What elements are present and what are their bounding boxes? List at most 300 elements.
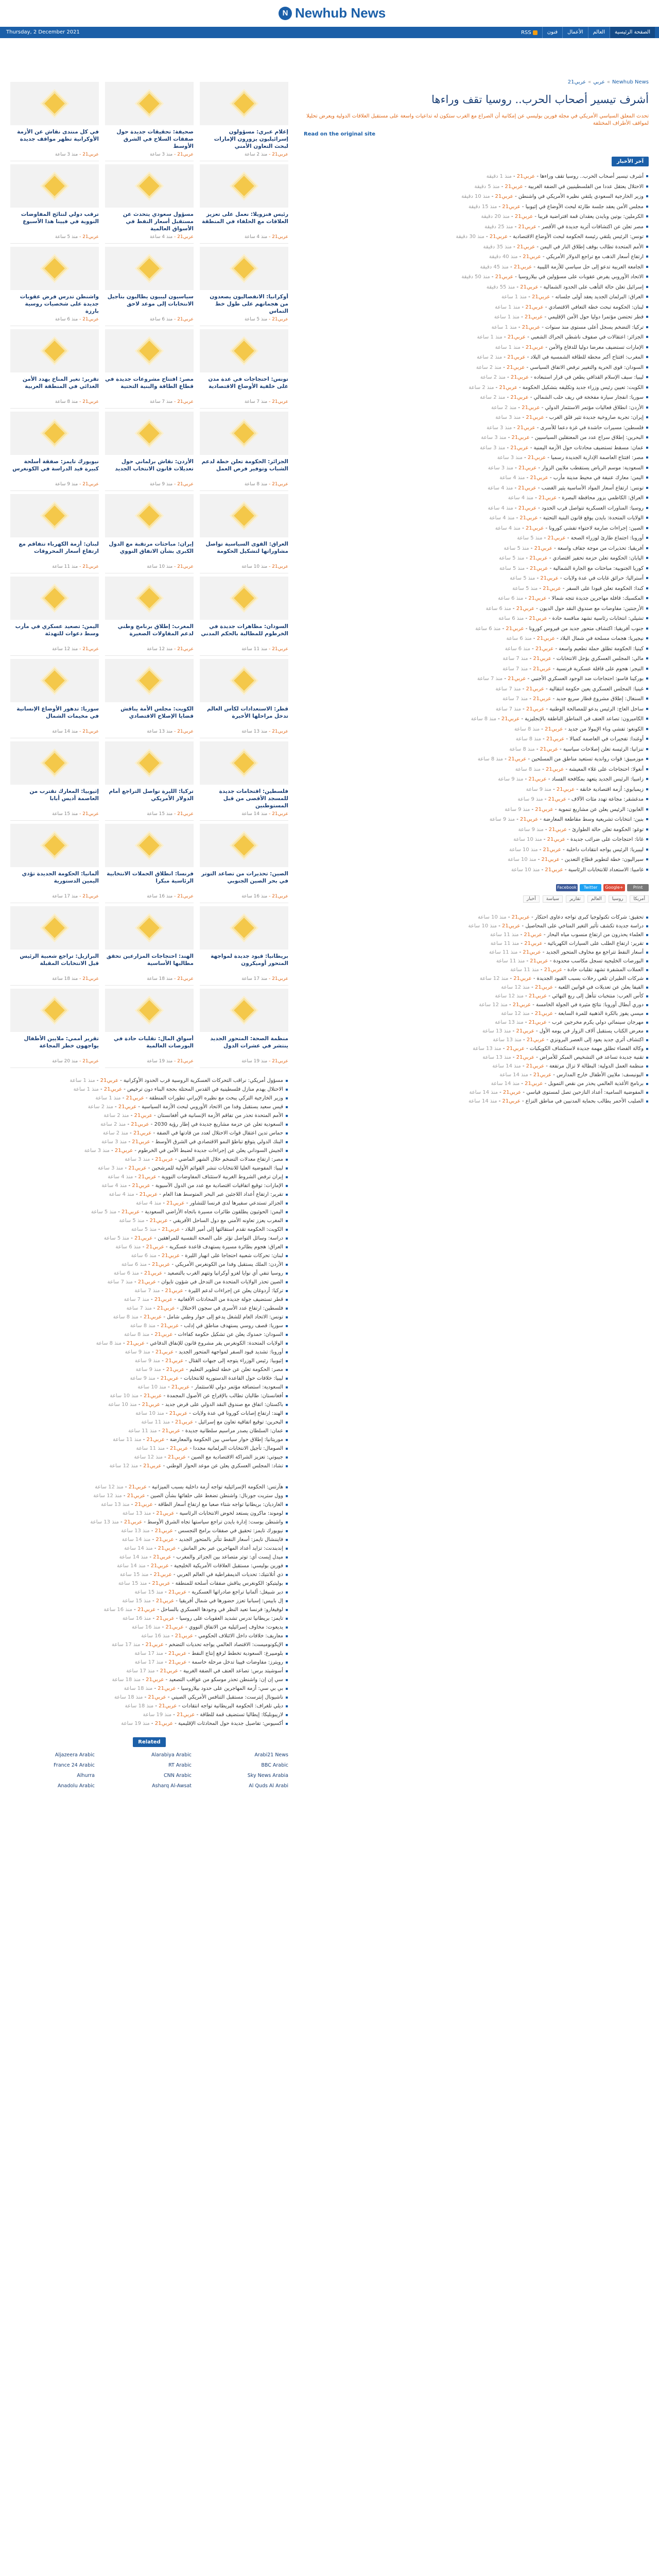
card-title[interactable]: تقرير: تغير المناخ يهدد الأمن الغذائي في المنطقة العربية	[22, 376, 99, 389]
list-item[interactable]: قطر تستضيف جولة جديدة من المحادثات الأفغانية - عربي21 - منذ 7 ساعة	[10, 1295, 288, 1304]
card-source[interactable]: عربي21	[177, 729, 194, 734]
list-item-title[interactable]: الصليب الأحمر يطالب بحماية المدنيين في مناطق النزاع	[525, 1098, 644, 1104]
tag-link[interactable]: أمريكا	[630, 895, 649, 903]
list-item[interactable]: اليابان: الحكومة تعلن حزمة تحفيز اقتصادي - عربي21 - منذ 5 ساعة	[304, 553, 649, 564]
card-title[interactable]: الكويت: مجلس الأمة يناقش قضايا الإصلاح الاقتصادي	[120, 706, 194, 719]
list-item-title[interactable]: سوريا: انفجار سيارة مفخخة في ريف حلب الشمالي	[533, 395, 644, 400]
list-item-source[interactable]: عربي21	[510, 445, 529, 451]
card-thumbnail[interactable]	[105, 164, 194, 208]
list-item-title[interactable]: قطر تحتضن مؤتمرا دوليا حول الأمن الإقليمي	[548, 314, 644, 320]
card-thumbnail[interactable]	[105, 494, 194, 537]
related-source-link[interactable]: Anadolu Arabic	[58, 1783, 95, 1789]
card-title[interactable]: ترقب دولي لنتائج المفاوضات النووية في فيينا هذا الأسبوع	[21, 211, 99, 225]
list-item-title[interactable]: فلسطين: ارتفاع عدد الأسرى في سجون الاحتلال	[180, 1306, 283, 1311]
list-item-source[interactable]: عربي21	[533, 696, 551, 702]
list-item-title[interactable]: توغو: الحكومة تعلن حالة الطوارئ	[572, 826, 644, 833]
list-item-source[interactable]: عربي21	[518, 485, 536, 491]
list-item-source[interactable]: عربي21	[160, 1323, 179, 1329]
card-title[interactable]: رئيس فنزويلا: نعمل على تعزيز العلاقات مع الحلفاء في المنطقة	[202, 211, 288, 225]
card-thumbnail[interactable]	[10, 824, 99, 867]
card-source[interactable]: عربي21	[272, 234, 288, 240]
list-item[interactable]: مدغشقر: مجاعة تهدد مئات الآلاف - عربي21 - منذ 9 ساعة	[304, 794, 649, 805]
card-title[interactable]: تركيا: الليرة تواصل التراجع أمام الدولار الأمريكي	[109, 788, 194, 802]
list-item[interactable]: زيمبابوي: أزمة اقتصادية خانقة - عربي21 - منذ 9 ساعة	[304, 785, 649, 795]
card-thumbnail[interactable]	[10, 989, 99, 1032]
list-item[interactable]: تايمز: بريطانيا تدرس تشديد العقوبات على روسيا - عربي21 - منذ 16 ساعة	[10, 1614, 288, 1623]
list-item-title[interactable]: الإمارات: توقيع اتفاقيات اقتصادية مع عدد من الدول الآسيوية	[155, 1183, 283, 1189]
list-item-title[interactable]: الاحتلال يهدم منازل فلسطينية في القدس المحتلة بحجة البناء دون ترخيص	[127, 1087, 283, 1092]
list-item[interactable]: منظمة العمل الدولية: البطالة لا تزال مرتفعة - عربي21 - منذ 14 ساعة	[304, 1062, 649, 1071]
list-item-source[interactable]: عربي21	[522, 324, 541, 330]
list-item[interactable]: بي بي سي: أزمة المهاجرين على حدود بيلاروسيا - عربي21 - منذ 18 ساعة	[10, 1684, 288, 1693]
list-item[interactable]: كندا: الحكومة تعلن قيودا على السفر - عربي21 - منذ 5 ساعة	[304, 584, 649, 594]
news-card[interactable]	[105, 741, 194, 821]
list-item-source[interactable]: عربي21	[118, 1104, 137, 1110]
news-card[interactable]	[105, 989, 194, 1068]
news-card[interactable]	[200, 906, 288, 986]
list-item-title[interactable]: جنوب أفريقيا: اكتشاف متحور جديد من فيروس كورونا	[529, 625, 644, 632]
list-item-source[interactable]: عربي21	[157, 1306, 176, 1311]
list-item-source[interactable]: عربي21	[530, 565, 548, 571]
latest-news-heading[interactable]: آخر الأخبار	[612, 157, 649, 166]
list-item-title[interactable]: موريتانيا: إطلاق حوار سياسي بين الحكومة والمعارضة	[169, 1437, 283, 1443]
list-item[interactable]: الاتحاد الأوروبي يفرض عقوبات على مسؤولين في بيلاروسيا - عربي21 - منذ 50 دقيقة	[304, 272, 649, 282]
news-card[interactable]	[200, 82, 288, 161]
list-item[interactable]: مصر تعلن عن اكتشافات أثرية جديدة في الأقصر - عربي21 - منذ 25 دقيقة	[304, 222, 649, 232]
news-card[interactable]	[10, 577, 99, 656]
list-item-title[interactable]: إيران: تجربة صاروخية جديدة تثير قلق الغرب	[549, 415, 644, 420]
list-item[interactable]: مهرجان سينمائي دولي يكرم مخرجين عرب - عربي21 - منذ 13 ساعة	[304, 1018, 649, 1027]
list-item-title[interactable]: رويترز: مفاوضات فيينا تدخل مرحلة حاسمة	[192, 1659, 283, 1665]
read-original-link[interactable]	[304, 131, 649, 137]
list-item-source[interactable]: عربي21	[165, 1358, 184, 1364]
list-item-title[interactable]: ناشيونال إنترست: مستقبل التنافس الأمريكي الصيني	[171, 1694, 283, 1700]
list-item[interactable]: إثيوبيا: رئيس الوزراء يتوجه إلى جبهات القتال - عربي21 - منذ 9 ساعة	[10, 1357, 288, 1365]
list-item-source[interactable]: عربي21	[526, 1063, 545, 1069]
card-thumbnail[interactable]	[200, 412, 288, 455]
list-item-title[interactable]: مصر تعلن عن اكتشافات أثرية جديدة في الأقصر	[541, 224, 644, 230]
list-item-source[interactable]: عربي21	[168, 1659, 187, 1665]
list-item[interactable]: العراق: البرلمان الجديد يعقد أولى جلساته - عربي21 - منذ 1 ساعة	[304, 292, 649, 302]
news-card[interactable]	[200, 824, 288, 903]
card-source[interactable]: عربي21	[82, 976, 99, 981]
list-item-title[interactable]: أشرف تيسير أصحاب الحرب.. روسيا تقف وراءها	[540, 174, 644, 179]
list-item-source[interactable]: عربي21	[154, 1721, 174, 1726]
card-thumbnail[interactable]	[200, 989, 288, 1032]
list-item[interactable]: فلسطين: ارتفاع عدد الأسرى في سجون الاحتلال - عربي21 - منذ 7 ساعة	[10, 1304, 288, 1313]
list-item-title[interactable]: مالي: المجلس العسكري يؤجل الانتخابات	[556, 656, 644, 662]
card-source[interactable]: عربي21	[272, 976, 288, 981]
card-thumbnail[interactable]	[200, 577, 288, 620]
card-title[interactable]: اليمن: تصعيد عسكري في مأرب وسط دعوات للتهدئة	[15, 623, 99, 637]
list-item-title[interactable]: الإمارات تستضيف معرضا دوليا للدفاع والأمن	[549, 344, 644, 350]
list-item-source[interactable]: عربي21	[534, 1011, 553, 1016]
news-card[interactable]	[200, 659, 288, 738]
list-item-title[interactable]: الصين تحذر الولايات المتحدة من التدخل في شؤون تايوان	[161, 1279, 283, 1285]
list-item[interactable]: السعودية: موسم الرياض يستقطب ملايين الزوار - عربي21 - منذ 3 ساعة	[304, 463, 649, 473]
list-item-title[interactable]: زيمبابوي: أزمة اقتصادية خانقة	[580, 786, 644, 792]
list-item-source[interactable]: عربي21	[126, 1095, 144, 1101]
list-item[interactable]: المغرب: افتتاح أكبر محطة للطاقة الشمسية في البلاد - عربي21 - منذ 2 ساعة	[304, 352, 649, 363]
list-item-title[interactable]: قطر تستضيف جولة جديدة من المحادثات الأفغانية	[178, 1297, 283, 1302]
list-item-title[interactable]: بوليتيكو: الكونغرس يناقش صفقات أسلحة للمنطقة	[175, 1581, 283, 1586]
list-item-source[interactable]: عربي21	[524, 941, 543, 946]
list-item-title[interactable]: لوموند: ماكرون يستعد لخوض الانتخابات الرئاسية	[179, 1511, 283, 1516]
list-item[interactable]: سوريا: انفجار سيارة مفخخة في ريف حلب الشمالي - عربي21 - منذ 2 ساعة	[304, 393, 649, 403]
list-item-title[interactable]: الأردن: انطلاق فعاليات مؤتمر الاستثمار الدولي	[545, 404, 644, 411]
tag-link[interactable]: سياسة	[543, 895, 563, 903]
list-item-source[interactable]: عربي21	[134, 1113, 152, 1118]
card-title[interactable]: ألمانيا: الحكومة الجديدة تؤدي اليمين الدستورية	[22, 871, 99, 884]
share-google-button[interactable]: Google+	[603, 884, 625, 891]
list-item[interactable]: قطر تحتضن مؤتمرا دوليا حول الأمن الإقليمي - عربي21 - منذ 1 ساعة	[304, 312, 649, 323]
list-item-source[interactable]: عربي21	[146, 1244, 164, 1250]
list-item-source[interactable]: عربي21	[510, 395, 529, 400]
list-item-source[interactable]: عربي21	[527, 455, 546, 461]
card-thumbnail[interactable]	[200, 659, 288, 702]
card-source[interactable]: عربي21	[272, 482, 288, 487]
list-item-source[interactable]: عربي21	[528, 596, 547, 601]
card-source[interactable]: عربي21	[82, 234, 99, 240]
list-item-title[interactable]: كوريا الجنوبية: مباحثات مع الجارة الشمالية	[553, 565, 644, 571]
card-title[interactable]: المغرب: إطلاق برنامج وطني لدعم المقاولات الصغيرة	[117, 623, 194, 637]
list-item-title[interactable]: الجيش السوداني يعلن عن إجراءات جديدة لضبط الأمن في الخرطوم	[138, 1148, 283, 1154]
list-item-title[interactable]: أسوشيتد برس: تصاعد العنف في الضفة الغربية	[183, 1668, 283, 1674]
list-item-title[interactable]: إثيوبيا: رئيس الوزراء يتوجه إلى جبهات القتال	[188, 1358, 283, 1364]
list-item-title[interactable]: الولايات المتحدة: الكونغرس يقر مشروع قانون للإنفاق الدفاعي	[150, 1341, 283, 1346]
list-item-title[interactable]: يديعوت: مخاوف إسرائيلية من الاتفاق النووي	[188, 1624, 283, 1630]
related-source-link[interactable]: Al Quds Al Arabi	[249, 1783, 288, 1789]
news-card[interactable]	[10, 82, 99, 161]
list-item-title[interactable]: السعودية: موسم الرياض يستقطب ملايين الزوار	[542, 465, 644, 471]
news-card[interactable]	[10, 494, 99, 573]
list-item-source[interactable]: عربي21	[153, 1572, 172, 1578]
list-item-source[interactable]: عربي21	[518, 224, 536, 230]
list-item[interactable]: بلومبيرغ: السعودية تخطط لرفع إنتاج النفط - عربي21 - منذ 17 ساعة	[10, 1649, 288, 1658]
list-item[interactable]: ساحل العاج: الرئيس يدعو للمصالحة الوطنية - عربي21 - منذ 7 ساعة	[304, 704, 649, 715]
list-item-title[interactable]: معاريف: خلافات داخل الائتلاف الحكومي	[198, 1633, 283, 1639]
card-title[interactable]: لبنان: أزمة الكهرباء تتفاقم مع ارتفاع أسعار المحروقات	[19, 541, 99, 554]
card-source[interactable]: عربي21	[82, 1059, 99, 1064]
list-item-title[interactable]: ليبيا: خلافات حول القاعدة الدستورية للانتخابات	[184, 1376, 283, 1381]
list-item-title[interactable]: المفوضية السامية: أعداد النازحين تصل لمستوى قياسي	[526, 1090, 644, 1095]
list-item-source[interactable]: عربي21	[156, 1511, 175, 1516]
card-title[interactable]: فلسطين: اقتحامات جديدة للمسجد الأقصى من قبل المستوطنين	[219, 788, 288, 809]
card-source[interactable]: عربي21	[272, 399, 288, 404]
list-item[interactable]: اليونيسف: ملايين الأطفال خارج المدارس - عربي21 - منذ 14 ساعة	[304, 1071, 649, 1079]
card-source[interactable]: عربي21	[272, 564, 288, 569]
list-item-source[interactable]: عربي21	[533, 666, 551, 672]
list-item[interactable]: الكونغو: تفشي وباء الإيبولا من جديد - عربي21 - منذ 8 ساعة	[304, 724, 649, 735]
list-item-title[interactable]: لاريبوبليكا: إيطاليا تستضيف قمة للطاقة	[200, 1712, 283, 1718]
list-item-title[interactable]: الكويت: تعيين رئيس وزراء جديد وتكليفه بتشكيل الحكومة	[522, 384, 644, 391]
list-item-source[interactable]: عربي21	[143, 1463, 162, 1469]
card-source[interactable]: عربي21	[82, 317, 99, 322]
card-source[interactable]: عربي21	[177, 811, 194, 817]
list-item-source[interactable]: عربي21	[548, 826, 567, 833]
list-item[interactable]: العملات المشفرة تشهد تقلبات حادة - عربي21 - منذ 11 ساعة	[304, 965, 649, 974]
list-item-title[interactable]: حماس تدين اعتقال قوات الاحتلال لعدد من قادتها في الضفة	[157, 1130, 283, 1136]
list-item[interactable]: الأمم المتحدة تحذر من تفاقم الأزمة الإنسانية في أفغانستان - عربي21 - منذ 2 ساعة	[10, 1111, 288, 1120]
nav-world[interactable]: العالم	[588, 27, 610, 38]
list-item-source[interactable]: عربي21	[536, 636, 555, 641]
card-thumbnail[interactable]	[10, 164, 99, 208]
list-item-title[interactable]: بلومبيرغ: السعودية تخطط لرفع إنتاج النفط	[192, 1651, 283, 1656]
list-item-title[interactable]: شركات الطيران تلغي رحلات بسبب القيود الجديدة	[536, 976, 644, 981]
related-source-link[interactable]: RT Arabic	[168, 1762, 192, 1768]
list-item[interactable]: ليبيريا: الرئيس يواجه انتقادات داخلية - عربي21 - منذ 10 ساعة	[304, 845, 649, 855]
list-item[interactable]: مصر: ارتفاع معدلات التضخم خلال الشهر الماضي - عربي21 - منذ 3 ساعة	[10, 1155, 288, 1164]
list-item[interactable]: باكستان: اتفاق مع صندوق النقد الدولي على قرض جديد - عربي21 - منذ 10 ساعة	[10, 1400, 288, 1409]
list-item[interactable]: هآرتس: الحكومة الإسرائيلية تواجه أزمة داخلية بسبب الميزانية - عربي21 - منذ 12 ساعة	[10, 1483, 288, 1492]
related-source-link[interactable]: Alhurra	[77, 1773, 95, 1778]
list-item[interactable]: سوريا: قصف روسي يستهدف مناطق في إدلب - عربي21 - منذ 8 ساعة	[10, 1321, 288, 1330]
related-source-link[interactable]: Aljazeera Arabic	[55, 1752, 95, 1758]
list-item-source[interactable]: عربي21	[541, 857, 560, 862]
list-item-title[interactable]: كأس العرب: منتخبات تتأهل إلى ربع النهائي	[552, 993, 644, 999]
list-item-source[interactable]: عربي21	[155, 1157, 174, 1162]
list-item[interactable]: مسؤول أمريكي: نراقب التحركات العسكرية الروسية قرب الحدود الأوكرانية - عربي21 - منذ 1 ساعة	[10, 1076, 288, 1085]
list-item[interactable]: بنين: انتخابات تشريعية وسط مقاطعة المعارضة - عربي21 - منذ 9 ساعة	[304, 815, 649, 825]
list-item[interactable]: واشنطن بوست: إدارة بايدن تراجع سياستها تجاه الشرق الأوسط - عربي21 - منذ 13 ساعة	[10, 1518, 288, 1527]
share-print-button[interactable]: Print	[627, 884, 649, 891]
list-item-title[interactable]: معرض الكتاب يستقبل آلاف الزوار في يومه الأول	[539, 1028, 644, 1034]
list-item-title[interactable]: هآرتس: الحكومة الإسرائيلية تواجه أزمة داخلية بسبب الميزانية	[152, 1484, 283, 1490]
list-item-title[interactable]: غانا: احتجاجات على ضرائب جديدة	[570, 837, 644, 842]
list-item-title[interactable]: روسيا: المناورات العسكرية تتواصل قرب الحدود	[542, 505, 644, 511]
card-source[interactable]: عربي21	[82, 729, 99, 734]
list-item[interactable]: السنغال: إطلاق مشروع قطار سريع جديد - عربي21 - منذ 7 ساعة	[304, 694, 649, 704]
list-item[interactable]: تونس: الرئيس يلتقي رئيسة الحكومة لبحث الأوضاع الاقتصادية - عربي21 - منذ 30 دقيقة	[304, 232, 649, 242]
list-item-title[interactable]: العراق: هجوم بطائرة مسيرة يستهدف قاعدة عسكرية	[169, 1244, 283, 1250]
list-item[interactable]: موريتانيا: إطلاق حوار سياسي بين الحكومة والمعارضة - عربي21 - منذ 11 ساعة	[10, 1435, 288, 1444]
list-item-title[interactable]: اكتشاف أثري جديد يعود إلى العصر البرونزي	[550, 1037, 644, 1043]
list-item-source[interactable]: عربي21	[139, 1192, 158, 1197]
list-item-title[interactable]: أوروبا: تشديد قيود السفر لمواجهة المتحور الجديد	[179, 1349, 283, 1355]
list-item-title[interactable]: السودان: قوى الحرية والتغيير ترفض الاتفاق السياسي	[530, 364, 644, 370]
list-item-source[interactable]: عربي21	[165, 1624, 184, 1630]
list-item-title[interactable]: الجزائر: اعتقالات في صفوف ناشطي الحراك الشعبي	[531, 334, 644, 340]
list-item[interactable]: تونس: الاتحاد العام للشغل يدعو إلى حوار وطني شامل - عربي21 - منذ 8 ساعة	[10, 1313, 288, 1321]
list-item[interactable]: تحقيق: شركات تكنولوجيا كبرى تواجه دعاوى احتكار - عربي21 - منذ 10 ساعة	[304, 913, 649, 922]
card-thumbnail[interactable]	[200, 164, 288, 208]
card-source[interactable]: عربي21	[82, 482, 99, 487]
list-item-source[interactable]: عربي21	[502, 1090, 522, 1095]
list-item-title[interactable]: تونس: ارتفاع أسعار المواد الأساسية يثير الغضب	[541, 485, 644, 491]
list-item-title[interactable]: إندبندنت: تزايد أعداد المهاجرين عبر بحر المانش	[181, 1546, 283, 1551]
news-card[interactable]	[200, 989, 288, 1068]
news-card[interactable]	[200, 494, 288, 573]
list-item-title[interactable]: تقرير: ارتفاع أعداد اللاجئين عبر البحر المتوسط هذا العام	[163, 1192, 283, 1197]
list-item-source[interactable]: عربي21	[525, 304, 544, 310]
list-item-title[interactable]: الغابون: الرئيس يعلن عن مشاريع تنموية	[558, 806, 644, 812]
list-item-title[interactable]: غامبيا: الاستعداد للانتخابات الرئاسية	[568, 867, 644, 873]
list-item-title[interactable]: ذي أتلانتيك: تحديات الديمقراطية في العالم العربي	[177, 1572, 283, 1578]
list-item-title[interactable]: ساحل العاج: الرئيس يدعو للمصالحة الوطنية	[549, 706, 644, 712]
list-item[interactable]: إيران: تجربة صاروخية جديدة تثير قلق الغرب - عربي21 - منذ 3 ساعة	[304, 413, 649, 423]
card-source[interactable]: عربي21	[177, 564, 194, 569]
list-item-source[interactable]: عربي21	[145, 1642, 164, 1648]
card-title[interactable]: مسؤول سعودي يتحدث عن مستقبل أسعار النفط في الأسواق العالمية	[123, 211, 194, 232]
list-item-title[interactable]: أفريقيا: تحذيرات من موجة جفاف واسعة	[557, 545, 644, 551]
card-thumbnail[interactable]	[10, 906, 99, 950]
list-item-title[interactable]: إسرائيل تعلن حالة التأهب على الحدود الشمالية	[543, 284, 644, 290]
list-item-title[interactable]: كينيا: الحكومة تطلق حملة تطعيم واسعة	[559, 646, 644, 652]
card-thumbnail[interactable]	[200, 494, 288, 537]
list-item-title[interactable]: وزير الخارجية التركي يبحث مع نظيره الإيراني تطورات المنطقة	[149, 1095, 283, 1101]
list-item-title[interactable]: دراسة: وسائل التواصل تؤثر على الصحة النفسية للمراهقين	[158, 1235, 283, 1241]
list-item[interactable]: لوموند: ماكرون يستعد لخوض الانتخابات الرئاسية - عربي21 - منذ 13 ساعة	[10, 1509, 288, 1518]
list-item[interactable]: معرض الكتاب يستقبل آلاف الزوار في يومه الأول - عربي21 - منذ 13 ساعة	[304, 1027, 649, 1036]
breadcrumb-home[interactable]: Newhub News	[612, 79, 649, 85]
list-item-source[interactable]: عربي21	[506, 1046, 525, 1052]
card-source[interactable]: عربي21	[177, 976, 194, 981]
list-item[interactable]: البحرين: توقيع اتفاقية تعاون مع إسرائيل - عربي21 - منذ 11 ساعة	[10, 1418, 288, 1427]
list-item-title[interactable]: الكونغو: تفشي وباء الإيبولا من جديد	[568, 726, 644, 732]
list-item-source[interactable]: عربي21	[168, 1651, 187, 1656]
list-item-source[interactable]: عربي21	[169, 1411, 188, 1416]
list-item[interactable]: الصين: إجراءات صارمة لاحتواء تفشي كورونا - عربي21 - منذ 4 ساعة	[304, 523, 649, 534]
list-item-title[interactable]: زامبيا: الرئيس الجديد يتعهد بمكافحة الفساد	[551, 776, 644, 782]
list-item-source[interactable]: عربي21	[544, 967, 563, 973]
list-item-source[interactable]: عربي21	[134, 1502, 153, 1507]
list-item-title[interactable]: تحقيق: شركات تكنولوجيا كبرى تواجه دعاوى احتكار	[534, 914, 644, 920]
list-item-source[interactable]: عربي21	[523, 254, 541, 260]
list-item-source[interactable]: عربي21	[122, 1209, 140, 1215]
card-source[interactable]: عربي21	[177, 1059, 194, 1064]
list-item[interactable]: الكويت: تعيين رئيس وزراء جديد وتكليفه بتشكيل الحكومة - عربي21 - منذ 2 ساعة	[304, 383, 649, 393]
list-item-title[interactable]: البحرين: توقيع اتفاقية تعاون مع إسرائيل	[198, 1419, 283, 1425]
tag-link[interactable]: أخبار	[523, 895, 540, 903]
list-item-source[interactable]: عربي21	[100, 1078, 118, 1083]
card-thumbnail[interactable]	[10, 329, 99, 372]
list-item[interactable]: ذي أتلانتيك: تحديات الديمقراطية في العالم العربي - عربي21 - منذ 15 ساعة	[10, 1570, 288, 1579]
list-item[interactable]: الكاميرون: تصاعد العنف في المناطق الناطقة بالإنجليزية - عربي21 - منذ 8 ساعة	[304, 714, 649, 724]
list-item[interactable]: النيجر: هجوم على قافلة عسكرية فرنسية - عربي21 - منذ 7 ساعة	[304, 664, 649, 674]
list-item-title[interactable]: اليابان: الحكومة تعلن حزمة تحفيز اقتصادي	[552, 555, 644, 561]
related-source-link[interactable]: France 24 Arabic	[54, 1762, 95, 1768]
list-item[interactable]: السودان: حمدوك يعلن عن تشكيل حكومة كفاءات - عربي21 - منذ 8 ساعة	[10, 1330, 288, 1339]
list-item-title[interactable]: تقرير: ارتفاع الطلب على السيارات الكهربائية	[547, 941, 644, 946]
card-title[interactable]: أسواق المال: تقلبات حادة في البورصات العالمية	[113, 1036, 194, 1049]
card-title[interactable]: أوكرانيا: الانفصاليون يصعدون من هجماتهم على طول خط التماس	[210, 294, 288, 314]
card-title[interactable]: مصر: افتتاح مشروعات جديدة في قطاع الطاقة والبنية التحتية	[105, 376, 194, 389]
tag-link[interactable]: روسيا	[609, 895, 627, 903]
list-item[interactable]: البحرين: إطلاق سراح عدد من المعتقلين السياسيين - عربي21 - منذ 3 ساعة	[304, 433, 649, 443]
list-item[interactable]: الأردن: الملك يستقبل وفدا من الكونغرس الأمريكي - عربي21 - منذ 6 ساعة	[10, 1260, 288, 1269]
list-item-source[interactable]: عربي21	[510, 375, 529, 380]
list-item-source[interactable]: عربي21	[159, 1703, 177, 1709]
list-item[interactable]: أفغانستان: طالبان تطالب بالإفراج عن الأصول المجمدة - عربي21 - منذ 10 ساعة	[10, 1392, 288, 1400]
related-source-link[interactable]: Asharq Al-Awsat	[152, 1783, 192, 1789]
list-item-source[interactable]: عربي21	[526, 525, 544, 531]
list-item-source[interactable]: عربي21	[507, 354, 526, 360]
list-item-title[interactable]: الكويت: الحكومة تقدم استقالتها إلى أمير البلاد	[185, 1227, 283, 1232]
card-thumbnail[interactable]	[200, 906, 288, 950]
list-item-title[interactable]: لبنان: تحركات شعبية احتجاجا على انهيار الليرة	[185, 1253, 283, 1259]
list-item-title[interactable]: أفغانستان: طالبان تطالب بالإفراج عن الأصول المجمدة	[167, 1393, 283, 1399]
card-title[interactable]: الهند: احتجاجات المزارعين تحقق مطالبها الأساسية	[106, 953, 194, 967]
list-item[interactable]: ميسي يفوز بالكرة الذهبية للمرة السابعة - عربي21 - منذ 12 ساعة	[304, 1009, 649, 1018]
list-item[interactable]: عمان: مسقط تستضيف محادثات حول الأزمة اليمنية - عربي21 - منذ 3 ساعة	[304, 443, 649, 453]
list-item-title[interactable]: المغرب يعزز تعاونه الأمني مع دول الساحل الأفريقي	[172, 1218, 283, 1224]
news-card[interactable]	[200, 247, 288, 326]
related-source-link[interactable]: CNN Arabic	[164, 1773, 192, 1778]
card-title[interactable]: البرازيل: تراجع شعبية الرئيس قبل الانتخابات المقبلة	[20, 953, 99, 967]
list-item-title[interactable]: نيجيريا: هجمات مسلحة في شمال البلاد	[560, 636, 644, 641]
card-thumbnail[interactable]	[10, 494, 99, 537]
nav-home[interactable]: الصفحة الرئيسية	[610, 27, 655, 38]
list-item-source[interactable]: عربي21	[132, 1183, 150, 1189]
tag-link[interactable]: تقارير	[566, 895, 584, 903]
news-card[interactable]	[10, 824, 99, 903]
list-item-title[interactable]: أكسيوس: تفاصيل جديدة حول المحادثات الإقليمية	[178, 1721, 283, 1726]
card-title[interactable]: إثيوبيا: المعارك تقترب من العاصمة أديس أبابا	[29, 788, 99, 802]
list-item-title[interactable]: تونس: الرئيس يلتقي رئيسة الحكومة لبحث الأوضاع الاقتصادية	[513, 234, 644, 240]
list-item-source[interactable]: عربي21	[528, 776, 547, 782]
list-item[interactable]: وكالة الفضاء تطلق مهمة جديدة لاستكشاف الكويكبات - عربي21 - منذ 13 ساعة	[304, 1044, 649, 1053]
list-item[interactable]: نيجيريا: هجمات مسلحة في شمال البلاد - عربي21 - منذ 6 ساعة	[304, 634, 649, 644]
list-item[interactable]: تركيا: أردوغان يعلن عن إجراءات لدعم الليرة - عربي21 - منذ 7 ساعة	[10, 1286, 288, 1295]
list-item[interactable]: كوريا الجنوبية: مباحثات مع الجارة الشمالية - عربي21 - منذ 5 ساعة	[304, 564, 649, 574]
list-item-title[interactable]: منظمة العمل الدولية: البطالة لا تزال مرتفعة	[549, 1063, 644, 1069]
list-item[interactable]: تشيلي: انتخابات رئاسية تشهد منافسة حادة - عربي21 - منذ 6 ساعة	[304, 614, 649, 624]
list-item-title[interactable]: جيبوتي: تعزيز الشراكة الاقتصادية مع الصين	[191, 1454, 283, 1460]
list-item-source[interactable]: عربي21	[134, 1235, 153, 1241]
card-source[interactable]: عربي21	[82, 399, 99, 404]
list-item-title[interactable]: الأرجنتين: مفاوضات مع صندوق النقد حول الديون	[540, 605, 644, 612]
list-item[interactable]: إندبندنت: تزايد أعداد المهاجرين عبر بحر المانش - عربي21 - منذ 14 ساعة	[10, 1544, 288, 1553]
list-item[interactable]: الجامعة العربية تدعو إلى حل سياسي للأزمة الليبية - عربي21 - منذ 45 دقيقة	[304, 262, 649, 273]
list-item-source[interactable]: عربي21	[166, 1367, 185, 1372]
card-source[interactable]: عربي21	[177, 482, 194, 487]
list-item-title[interactable]: فايننشال تايمز: أسعار النفط تتأثر بالمتحور الجديد	[179, 1537, 283, 1543]
list-item[interactable]: الولايات المتحدة: الكونغرس يقر مشروع قانون للإنفاق الدفاعي - عربي21 - منذ 8 ساعة	[10, 1339, 288, 1348]
card-thumbnail[interactable]	[105, 412, 194, 455]
list-item-title[interactable]: ارتفاع أسعار الذهب مع تراجع الدولار الأمريكي	[546, 254, 644, 260]
list-item-title[interactable]: قيس سعيد يستقبل وفدا من الاتحاد الأوروبي لبحث الأزمة السياسية	[142, 1104, 283, 1110]
list-item[interactable]: أوغندا: تفجيرات في العاصمة كمبالا - عربي21 - منذ 8 ساعة	[304, 734, 649, 744]
list-item-title[interactable]: ليبيا: سيف الإسلام القذافي يطعن في قرار استبعاده	[534, 375, 644, 380]
card-thumbnail[interactable]	[105, 82, 194, 125]
list-item[interactable]: السعودية تعلن عن حزمة مشاريع جديدة في إطار رؤية 2030 - عربي21 - منذ 2 ساعة	[10, 1120, 288, 1129]
list-item[interactable]: المغرب يعزز تعاونه الأمني مع دول الساحل الأفريقي - عربي21 - منذ 5 ساعة	[10, 1216, 288, 1225]
list-item-source[interactable]: عربي21	[514, 214, 533, 219]
list-item-source[interactable]: عربي21	[158, 1686, 176, 1691]
list-item-title[interactable]: روسيا تنفي أي نوايا لغزو أوكرانيا وتتهم الغرب بالتصعيد	[167, 1270, 283, 1276]
nav-rss[interactable]	[516, 30, 542, 36]
list-item[interactable]: دراسة: وسائل التواصل تؤثر على الصحة النفسية للمراهقين - عربي21 - منذ 5 ساعة	[10, 1234, 288, 1243]
card-thumbnail[interactable]	[105, 247, 194, 290]
card-source[interactable]: عربي21	[272, 894, 288, 899]
list-item-title[interactable]: مصر: الحكومة تعلن عن خطة لتطوير التعليم	[189, 1367, 283, 1372]
list-item-source[interactable]: عربي21	[499, 384, 517, 391]
list-item[interactable]: الأرجنتين: مفاوضات مع صندوق النقد حول الديون - عربي21 - منذ 6 ساعة	[304, 604, 649, 614]
list-item[interactable]: الولايات المتحدة: بايدن يوقع قانون البنية التحتية - عربي21 - منذ 4 ساعة	[304, 513, 649, 523]
list-item[interactable]: تركيا: التضخم يسجل أعلى مستوى منذ سنوات - عربي21 - منذ 1 ساعة	[304, 323, 649, 333]
list-item-title[interactable]: العلماء يحذرون من ارتفاع منسوب مياه البحار	[547, 932, 644, 938]
list-item-source[interactable]: عربي21	[513, 976, 532, 981]
list-item-source[interactable]: عربي21	[519, 515, 538, 521]
list-item-title[interactable]: أسعار النفط تتراجع مع مخاوف المتحور الجديد	[546, 950, 644, 955]
list-item-source[interactable]: عربي21	[127, 1493, 146, 1499]
list-item-title[interactable]: الولايات المتحدة: بايدن يوقع قانون البنية التحتية	[543, 515, 644, 521]
list-item-source[interactable]: عربي21	[131, 1122, 149, 1127]
list-item-title[interactable]: إل باييس: إسبانيا تعزز حضورها في شمال أفريقيا	[179, 1598, 283, 1604]
list-item-source[interactable]: عربي21	[155, 1598, 175, 1604]
list-item-source[interactable]: عربي21	[151, 1262, 170, 1267]
nav-business[interactable]: الأعمال	[562, 27, 588, 38]
